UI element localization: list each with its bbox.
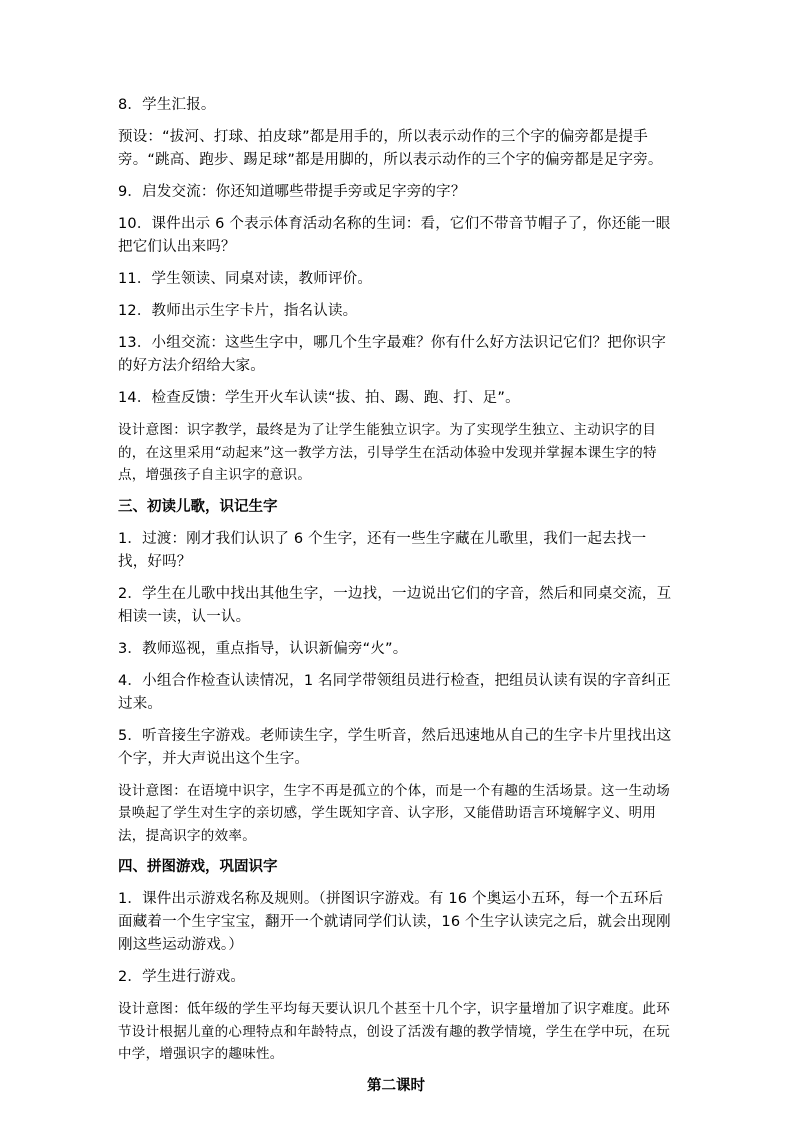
section-heading-3: 三、初读儿歌，识记生字 bbox=[118, 498, 278, 515]
paragraph-9: 9．启发交流：你还知道哪些带提手旁或足字旁的字？ bbox=[118, 184, 466, 200]
paragraph-12: 12．教师出示生字卡片，指名认读。 bbox=[118, 303, 358, 319]
design-intent-2: 设计意图：在语境中识字，生字不再是孤立的个体，而是一个有趣的生活场景。这一生动场景唤起了学生对生字的亲切感，学生既知字音、认字形，又能借助语言环境解字义、明用法，提高识字的效率。 bbox=[118, 782, 670, 844]
section3-paragraph-5: 5．听音接生字游戏。老师读生字，学生听音，然后迅速地从自己的生字卡片里找出这个字，并大声说出这个生字。 bbox=[118, 727, 672, 767]
section3-paragraph-4: 4．小组合作检查认读情况，1 名同学带领组员进行检查，把组员认读有误的字音纠正过来。 bbox=[118, 672, 671, 712]
paragraph-13: 13．小组交流：这些生字中，哪几个生字最难？你有什么好方法识记它们？把你识字的好方法介绍给大家。 bbox=[118, 335, 667, 374]
design-intent-1: 设计意图：识字教学，最终是为了让学生能独立识字。为了实现学生独立、主动识字的目的，在这里采用“动起来”这一教学方法，引导学生在活动体验中发现并掌握本课生字的特点，增强孩子自主识字的意识。 bbox=[118, 422, 657, 483]
lesson-2-heading: 第二课时 bbox=[367, 1077, 425, 1094]
paragraph-preset: 预设：“拔河、打球、拍皮球”都是用手的，所以表示动作的三个字的偏旁都是提手旁。“跳高、跑步、踢足球”都是用脚的，所以表示动作的三个字的偏旁都是足字旁。 bbox=[118, 129, 663, 168]
section4-paragraph-1: 1．课件出示游戏名称及规则。（拼图识字游戏。有 16 个奥运小五环，每一个五环后面藏着一个生字宝宝，翻开一个就请同学们认读，16 个生字认读完之后，就会出现刚刚这些运动游戏。） bbox=[118, 891, 671, 953]
document-page bbox=[118, 94, 674, 1098]
section3-paragraph-2: 2．学生在儿歌中找出其他生字，一边找，一边说出它们的字音，然后和同桌交流，互相读一读，认一认。 bbox=[118, 585, 672, 625]
paragraph-10: 10．课件出示 6 个表示体育活动名称的生词：看，它们不带音节帽子了，你还能一眼把它们认出来吗？ bbox=[118, 216, 671, 255]
paragraph-11: 11．学生领读、同桌对读，教师评价。 bbox=[118, 271, 373, 287]
section-heading-4: 四、拼图游戏，巩固识字 bbox=[118, 859, 278, 875]
section4-paragraph-2: 2．学生进行游戏。 bbox=[118, 969, 246, 985]
paragraph-14: 14．检查反馈：学生开火车认读“拔、拍、踢、跑、打、足”。 bbox=[118, 390, 520, 406]
paragraph-student-report: 8．学生汇报。 bbox=[118, 97, 216, 113]
section3-paragraph-3: 3．教师巡视，重点指导，认识新偏旁“火”。 bbox=[118, 640, 408, 657]
section3-paragraph-1: 1．过渡：刚才我们认识了 6 个生字，还有一些生字藏在儿歌里，我们一起去找一找，好吗？ bbox=[118, 530, 647, 570]
design-intent-3: 设计意图：低年级的学生平均每天要认识几个甚至十几个字，识字量增加了识字难度。此环节设计根据儿童的心理特点和年龄特点，创设了活泼有趣的教学情境，学生在学中玩，在玩中学，增强识字的趣味性。 bbox=[118, 1001, 670, 1062]
